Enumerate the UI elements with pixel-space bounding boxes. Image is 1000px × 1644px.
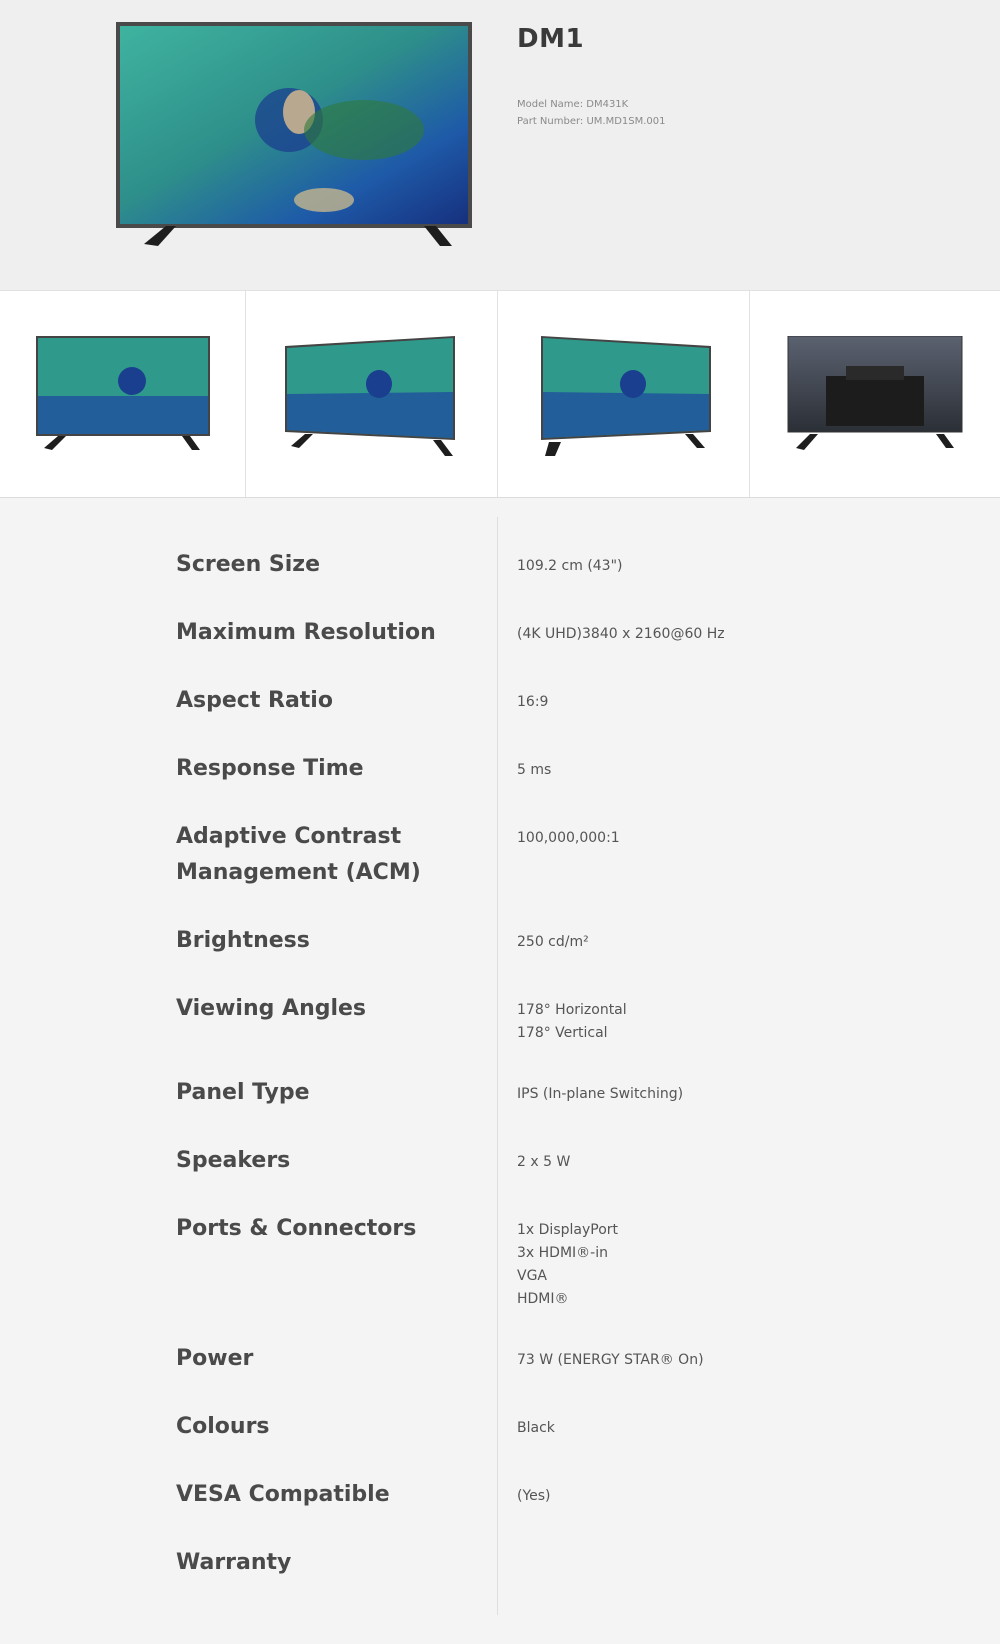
part-number: Part Number: UM.MD1SM.001 (517, 116, 666, 127)
spec-value-line: HDMI® (517, 1291, 569, 1307)
spec-row (0, 1045, 1000, 1113)
spec-row (0, 517, 1000, 585)
spec-label: VESA Compatible (176, 1482, 390, 1507)
spec-value-line: 250 cd/m² (517, 934, 589, 950)
spec-value-line: 109.2 cm (43") (517, 558, 623, 574)
spec-value (517, 691, 937, 714)
spec-value (517, 931, 937, 954)
spec-label: Viewing Angles (176, 996, 367, 1021)
spec-value (517, 623, 937, 646)
spec-value (517, 555, 937, 578)
spec-value-line: 178° Horizontal (517, 1002, 627, 1018)
product-hero (0, 0, 1000, 290)
spec-value-line: Black (517, 1420, 555, 1436)
spec-row (0, 961, 1000, 1045)
thumbnail-gallery (0, 290, 1000, 498)
product-title: DM1 (517, 24, 585, 54)
spec-row (0, 721, 1000, 789)
spec-value-line: (4K UHD)3840 x 2160@60 Hz (517, 626, 725, 642)
product-meta (517, 96, 666, 130)
spec-value-line: 2 x 5 W (517, 1154, 571, 1170)
monitor-main-image[interactable] (114, 20, 474, 250)
spec-row (0, 1379, 1000, 1447)
spec-row (0, 1311, 1000, 1379)
spec-value-line: 16:9 (517, 694, 549, 710)
spec-value (517, 1083, 937, 1106)
spec-label: Response Time (176, 756, 364, 781)
spec-value (517, 1417, 937, 1440)
spec-value-line: 178° Vertical (517, 1025, 608, 1041)
spec-value (517, 827, 937, 850)
spec-row (0, 1515, 1000, 1583)
spec-table (0, 517, 1000, 1583)
spec-label: Aspect Ratio (176, 688, 333, 713)
spec-value-line: 73 W (ENERGY STAR® On) (517, 1352, 704, 1368)
spec-row (0, 893, 1000, 961)
spec-value-line: 100,000,000:1 (517, 830, 620, 846)
front-view-thumbnail[interactable] (0, 291, 246, 497)
right-angle-thumbnail[interactable] (498, 291, 750, 497)
spec-label: Screen Size (176, 552, 321, 577)
spec-value (517, 1151, 937, 1174)
spec-value-line: 3x HDMI®-in (517, 1245, 608, 1261)
spec-value (517, 759, 937, 782)
spec-label: Adaptive Contrast Management (ACM) (176, 824, 421, 885)
spec-label: Panel Type (176, 1080, 310, 1105)
spec-label: Speakers (176, 1148, 291, 1173)
left-angle-thumbnail[interactable] (246, 291, 498, 497)
spec-value (517, 1485, 937, 1508)
spec-value-line: IPS (In-plane Switching) (517, 1086, 684, 1102)
spec-label: Maximum Resolution (176, 620, 436, 645)
spec-label: Brightness (176, 928, 310, 953)
spec-value (517, 1349, 937, 1372)
spec-row (0, 1181, 1000, 1311)
spec-value-line: 1x DisplayPort (517, 1222, 619, 1238)
model-name: Model Name: DM431K (517, 99, 629, 110)
spec-row (0, 585, 1000, 653)
spec-label: Colours (176, 1414, 270, 1439)
spec-row (0, 1113, 1000, 1181)
spec-label: Ports & Connectors (176, 1216, 417, 1241)
spec-value (517, 1219, 937, 1311)
back-view-thumbnail[interactable] (750, 291, 1000, 497)
spec-value (517, 999, 937, 1045)
spec-value-line: 5 ms (517, 762, 552, 778)
spec-label: Power (176, 1346, 254, 1371)
spec-value-line: VGA (517, 1268, 548, 1284)
spec-value-line: (Yes) (517, 1488, 551, 1504)
spec-row (0, 1447, 1000, 1515)
spec-label: Warranty (176, 1550, 292, 1575)
spec-row (0, 653, 1000, 721)
spec-row (0, 789, 1000, 893)
